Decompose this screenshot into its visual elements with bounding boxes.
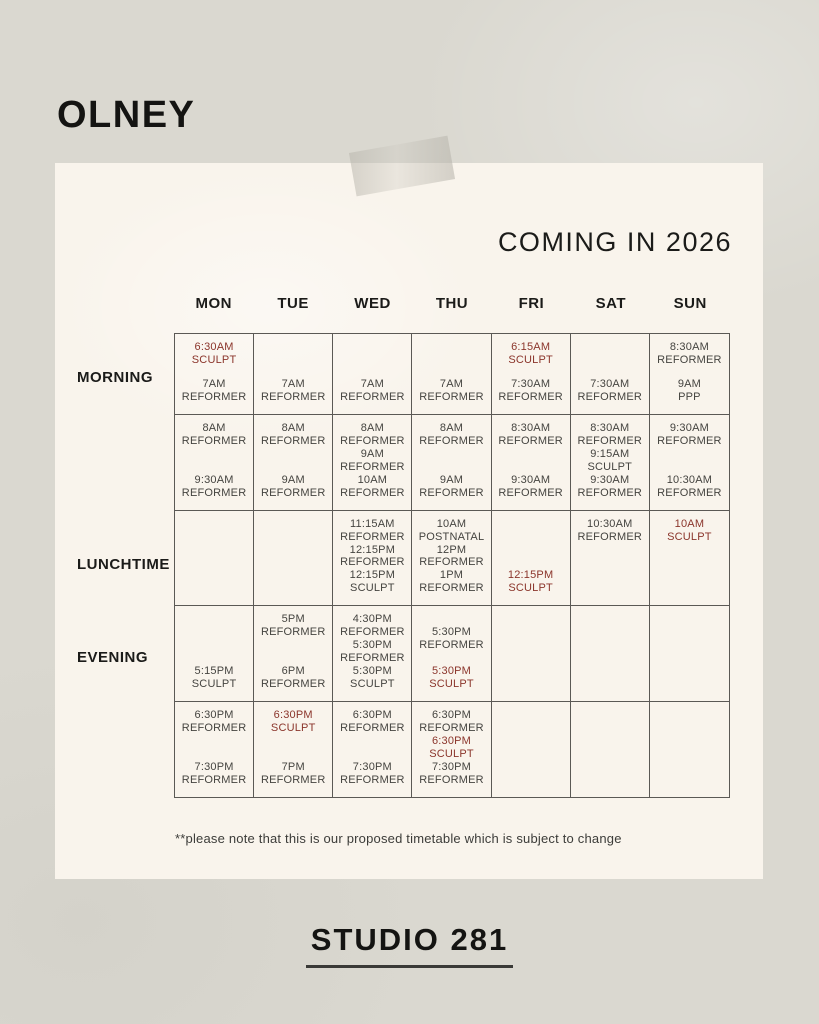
- class-time: 7:30AM: [590, 377, 630, 390]
- class-time: 6:15AM: [511, 341, 551, 353]
- class-name: REFORMER: [340, 460, 405, 473]
- class-time: 6PM: [281, 665, 305, 678]
- class-name: REFORMER: [498, 486, 563, 499]
- class-time: 9:30AM: [669, 421, 709, 434]
- cell-tue-evening-late: [254, 702, 333, 797]
- class-time: 8:30AM: [511, 421, 551, 434]
- class-time: 5:30PM: [431, 665, 472, 678]
- class-name: REFORMER: [260, 626, 326, 639]
- cell-mon-morning-late: [175, 415, 254, 511]
- cell-fri-morning-late: [492, 415, 571, 511]
- class-time: 10:30AM: [666, 473, 713, 486]
- class-entry: [340, 639, 405, 665]
- class-entry: [657, 474, 722, 500]
- class-name: REFORMER: [340, 722, 405, 735]
- class-name: SCULPT: [191, 353, 237, 366]
- class-entry: [419, 626, 484, 652]
- day-header-tue: TUE: [277, 295, 309, 312]
- class-entry: [419, 569, 484, 595]
- cell-tue-morning-early: [254, 334, 333, 415]
- class-entry: [498, 474, 563, 500]
- class-entry: [578, 422, 643, 448]
- class-entry: [261, 665, 326, 691]
- class-time: 10:30AM: [587, 517, 633, 530]
- class-time: 7AM: [439, 377, 464, 390]
- day-header-sun: SUN: [673, 295, 707, 312]
- class-name: REFORMER: [340, 626, 405, 639]
- class-time: 9AM: [281, 473, 305, 486]
- class-time: 5:15PM: [194, 665, 234, 678]
- day-header-thu: THU: [435, 295, 469, 312]
- class-entry: [261, 613, 326, 639]
- cell-tue-evening-early: [254, 606, 333, 702]
- class-name: REFORMER: [657, 434, 722, 447]
- class-time: 8AM: [281, 421, 305, 434]
- class-time: 5:30PM: [431, 626, 472, 639]
- class-time: 11:15AM: [350, 517, 395, 530]
- cell-sun-evening-early: [650, 606, 729, 702]
- class-name: REFORMER: [577, 486, 643, 499]
- class-entry: [261, 474, 326, 500]
- cell-thu-evening-early: [412, 606, 491, 702]
- period-label-morning: MORNING: [77, 369, 153, 386]
- class-name: REFORMER: [181, 486, 247, 499]
- class-time: 7PM: [281, 761, 305, 774]
- class-time: 9AM: [439, 473, 464, 486]
- class-name: SCULPT: [667, 530, 712, 543]
- class-time: 5:30PM: [352, 639, 392, 652]
- class-entry: [419, 378, 484, 404]
- class-time: 6:30PM: [431, 735, 472, 748]
- class-entry: [192, 341, 237, 367]
- cell-sat-morning-late: [571, 415, 650, 511]
- class-entry: [429, 735, 474, 761]
- class-time: 9:30AM: [590, 473, 630, 486]
- class-entry: [657, 341, 722, 367]
- cell-sun-morning-late: [650, 415, 729, 511]
- cell-sun-evening-late: [650, 702, 729, 797]
- cell-sat-morning-early: [571, 334, 650, 415]
- class-entry: [340, 474, 405, 500]
- class-time: 6:30AM: [194, 341, 234, 353]
- class-time: 12:15PM: [349, 543, 396, 556]
- class-time: 7AM: [202, 377, 226, 390]
- period-label-evening: EVENING: [77, 649, 149, 666]
- class-name: REFORMER: [498, 390, 563, 403]
- class-entry: [508, 341, 553, 367]
- class-time: 9:15AM: [590, 447, 630, 460]
- period-label-lunchtime: LUNCHTIME: [77, 556, 170, 573]
- timetable-card: [55, 163, 763, 879]
- class-name: SCULPT: [508, 582, 553, 595]
- class-entry: [587, 448, 632, 474]
- class-entry: [419, 518, 485, 544]
- class-name: SCULPT: [587, 460, 633, 473]
- cell-fri-evening-early: [492, 606, 571, 702]
- class-name: REFORMER: [260, 774, 326, 787]
- day-header-wed: WED: [354, 295, 391, 312]
- class-time: 12:15PM: [507, 569, 554, 582]
- class-entry: [578, 474, 643, 500]
- class-name: REFORMER: [340, 390, 405, 403]
- class-time: 6:30PM: [352, 709, 392, 722]
- class-name: REFORMER: [657, 486, 722, 499]
- class-name: REFORMER: [498, 434, 563, 447]
- class-name: REFORMER: [340, 486, 405, 499]
- class-time: 10AM: [674, 517, 705, 530]
- class-entry: [498, 422, 563, 448]
- cell-tue-morning-late: [254, 415, 333, 511]
- timetable-grid: [174, 333, 730, 798]
- class-name: REFORMER: [419, 582, 484, 595]
- cell-mon-evening-early: [175, 606, 254, 702]
- class-name: REFORMER: [657, 353, 722, 366]
- class-entry: [340, 613, 405, 639]
- cell-mon-evening-late: [175, 702, 254, 797]
- class-name: REFORMER: [260, 486, 326, 499]
- class-time: 8:30AM: [669, 341, 709, 353]
- day-header-fri: FRI: [518, 295, 545, 312]
- class-entry: [340, 422, 405, 448]
- class-time: 9AM: [677, 377, 702, 390]
- class-time: 8AM: [202, 421, 226, 434]
- class-time: 5:30PM: [352, 665, 392, 678]
- class-name: SCULPT: [429, 748, 474, 761]
- class-name: REFORMER: [181, 390, 247, 403]
- class-entry: [508, 569, 553, 595]
- class-name: SCULPT: [429, 678, 474, 691]
- class-time: 8AM: [360, 421, 384, 434]
- coming-soon-text: COMING IN 2026: [497, 227, 732, 257]
- class-name: SCULPT: [508, 353, 553, 366]
- class-time: 7:30PM: [431, 761, 472, 774]
- class-name: REFORMER: [419, 390, 484, 403]
- class-name: SCULPT: [350, 582, 395, 595]
- class-entry: [182, 709, 247, 735]
- cell-fri-lunchtime: [492, 511, 571, 607]
- class-entry: [678, 378, 701, 404]
- cell-thu-morning-early: [412, 334, 491, 415]
- class-entry: [578, 518, 643, 544]
- day-header-row: [174, 295, 730, 315]
- class-entry: [340, 518, 405, 544]
- class-time: 8AM: [439, 421, 464, 434]
- cell-fri-evening-late: [492, 702, 571, 797]
- class-entry: [419, 761, 484, 787]
- class-name: REFORMER: [340, 434, 405, 447]
- class-name: REFORMER: [340, 652, 405, 665]
- class-name: REFORMER: [419, 556, 484, 569]
- class-entry: [340, 448, 405, 474]
- cell-wed-evening-early: [333, 606, 412, 702]
- location-title: OLNEY: [57, 94, 196, 136]
- class-time: 12PM: [436, 543, 467, 556]
- class-entry: [192, 665, 237, 691]
- class-time: 6:30PM: [194, 709, 234, 722]
- class-name: REFORMER: [181, 774, 247, 787]
- class-entry: [182, 378, 247, 404]
- class-name: REFORMER: [419, 639, 484, 652]
- class-time: 5PM: [281, 613, 305, 626]
- class-time: 9AM: [360, 447, 384, 460]
- class-name: REFORMER: [260, 434, 326, 447]
- cell-wed-morning-early: [333, 334, 412, 415]
- class-entry: [419, 422, 484, 448]
- class-time: 7AM: [360, 377, 384, 390]
- class-name: REFORMER: [419, 722, 484, 735]
- class-name: POSTNATAL: [418, 530, 485, 543]
- class-time: 6:30PM: [273, 709, 313, 722]
- class-entry: [182, 474, 247, 500]
- class-name: REFORMER: [260, 390, 326, 403]
- class-entry: [340, 761, 405, 787]
- class-name: REFORMER: [577, 434, 643, 447]
- cell-thu-lunchtime: [412, 511, 491, 607]
- class-entry: [657, 422, 722, 448]
- class-name: REFORMER: [340, 530, 405, 543]
- class-name: REFORMER: [577, 390, 643, 403]
- cell-tue-lunchtime: [254, 511, 333, 607]
- day-header-mon: MON: [195, 295, 232, 312]
- class-time: 1PM: [439, 569, 464, 582]
- class-time: 9:30AM: [194, 473, 234, 486]
- footnote-text: **please note that this is our proposed timetable which is subject to change: [175, 831, 622, 846]
- class-name: SCULPT: [191, 678, 237, 691]
- class-time: 10AM: [436, 517, 467, 530]
- class-entry: [419, 709, 484, 735]
- class-name: REFORMER: [340, 556, 405, 569]
- cell-thu-evening-late: [412, 702, 491, 797]
- class-name: REFORMER: [419, 774, 484, 787]
- class-entry: [419, 474, 484, 500]
- class-time: 4:30PM: [352, 613, 392, 626]
- class-entry: [182, 761, 247, 787]
- class-name: REFORMER: [181, 434, 247, 447]
- class-name: REFORMER: [260, 678, 326, 691]
- class-entry: [340, 709, 405, 735]
- cell-sat-evening-early: [571, 606, 650, 702]
- class-entry: [498, 378, 563, 404]
- cell-wed-lunchtime: [333, 511, 412, 607]
- cell-mon-morning-early: [175, 334, 254, 415]
- class-entry: [261, 422, 326, 448]
- class-time: 12:15PM: [349, 569, 396, 582]
- class-name: SCULPT: [350, 678, 395, 691]
- class-entry: [261, 378, 326, 404]
- class-entry: [271, 709, 316, 735]
- class-time: 7:30PM: [352, 761, 392, 774]
- day-header-sat: SAT: [595, 295, 627, 312]
- class-name: REFORMER: [577, 530, 643, 543]
- class-entry: [350, 665, 395, 691]
- cell-mon-lunchtime: [175, 511, 254, 607]
- class-entry: [578, 378, 643, 404]
- class-entry: [350, 569, 395, 595]
- class-name: REFORMER: [181, 722, 247, 735]
- class-name: REFORMER: [419, 486, 484, 499]
- cell-sat-lunchtime: [571, 511, 650, 607]
- class-name: REFORMER: [419, 434, 484, 447]
- class-time: 9:30AM: [511, 473, 551, 486]
- class-time: 7:30AM: [511, 377, 551, 390]
- class-entry: [261, 761, 326, 787]
- class-name: PPP: [678, 390, 701, 403]
- cell-sun-lunchtime: [650, 511, 729, 607]
- class-entry: [667, 518, 712, 544]
- class-name: REFORMER: [340, 774, 405, 787]
- brand-container: [0, 922, 819, 968]
- class-entry: [340, 378, 405, 404]
- cell-sun-morning-early: [650, 334, 729, 415]
- cell-sat-evening-late: [571, 702, 650, 797]
- class-time: 6:30PM: [431, 709, 472, 722]
- cell-wed-evening-late: [333, 702, 412, 797]
- brand-name: STUDIO 281: [306, 922, 513, 968]
- class-time: 10AM: [357, 473, 388, 486]
- class-entry: [429, 665, 474, 691]
- class-time: 7:30PM: [194, 761, 234, 774]
- class-time: 7AM: [281, 377, 305, 390]
- class-entry: [340, 544, 405, 570]
- class-entry: [419, 544, 484, 570]
- class-name: SCULPT: [270, 722, 316, 735]
- cell-wed-morning-late: [333, 415, 412, 511]
- cell-fri-morning-early: [492, 334, 571, 415]
- class-entry: [182, 422, 247, 448]
- class-time: 8:30AM: [590, 421, 630, 434]
- cell-thu-morning-late: [412, 415, 491, 511]
- tape-decoration: [349, 136, 455, 197]
